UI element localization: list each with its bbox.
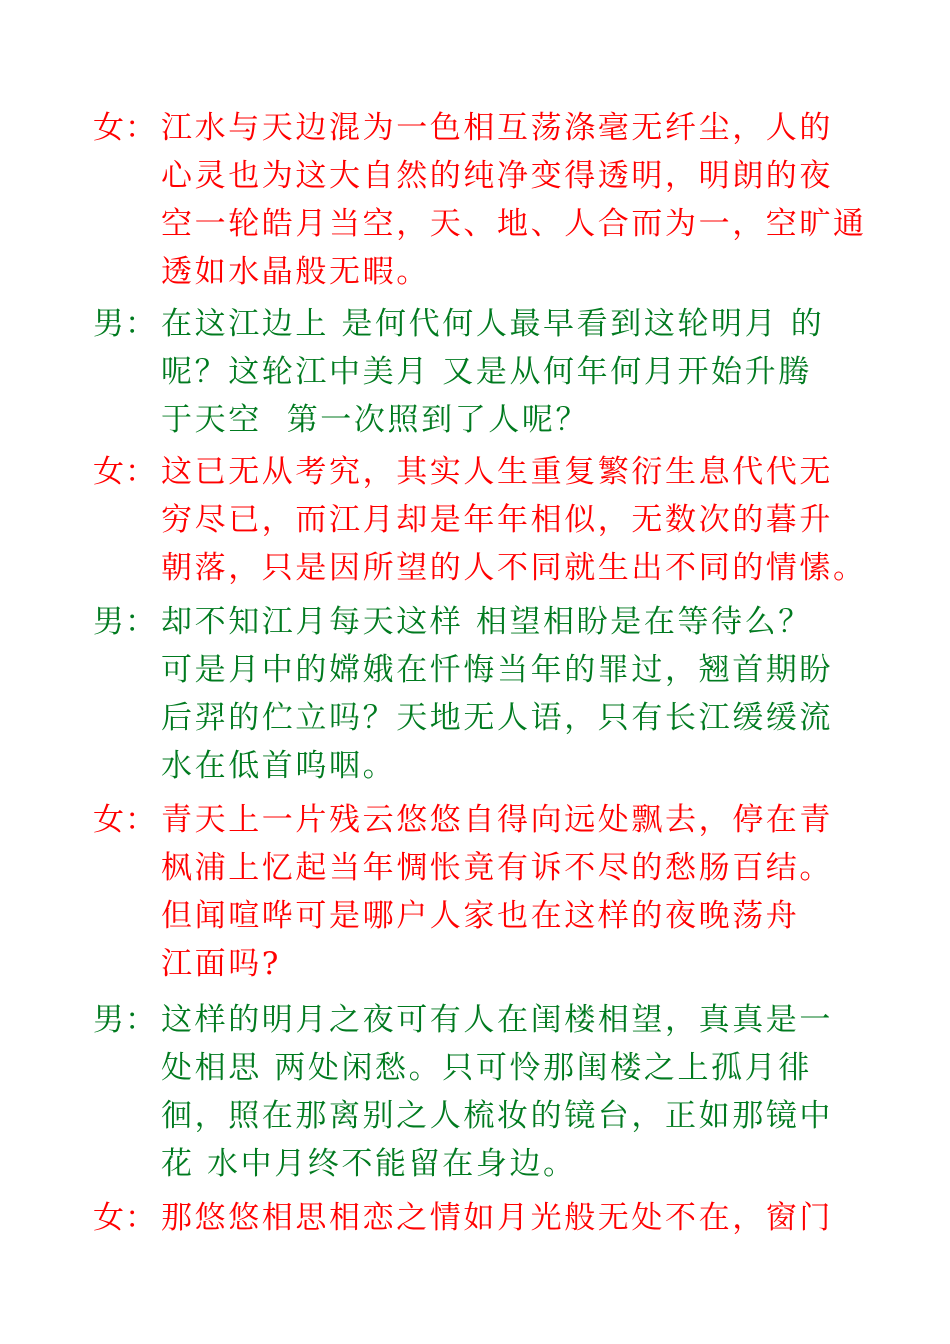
dialogue-line: 在这江边上 是何代何人最早看到这轮明月 的 — [161, 306, 825, 342]
speaker-label: 女： — [93, 1200, 157, 1236]
dialogue-line: 江面吗? — [161, 946, 282, 982]
speaker-label: 女： — [93, 454, 157, 490]
dialogue-line: 枫浦上忆起当年惆怅竟有诉不尽的愁肠百结。 — [161, 850, 833, 886]
dialogue-line: 花 水中月终不能留在身边。 — [161, 1146, 577, 1182]
speaker-label: 男： — [93, 604, 157, 640]
dialogue-line: 江水与天边混为一色相互荡涤毫无纤尘，人的 — [161, 110, 833, 146]
dialogue-line: 穷尽已，而江月却是年年相似，无数次的暮升 — [161, 502, 833, 538]
dialogue-line: 可是月中的嫦娥在忏悔当年的罪过，翘首期盼 — [161, 652, 833, 688]
dialogue-line: 却不知江月每天这样 相望相盼是在等待么？ — [161, 604, 812, 640]
dialogue-line: 心灵也为这大自然的纯净变得透明，明朗的夜 — [161, 158, 833, 194]
dialogue-line: 水在低首呜咽。 — [161, 748, 397, 784]
dialogue-line: 青天上一片残云悠悠自得向远处飘去，停在青 — [161, 802, 833, 838]
speaker-label: 女： — [93, 110, 157, 146]
dialogue-line: 后羿的伫立吗？天地无人语，只有长江缓缓流 — [161, 700, 833, 736]
dialogue-line: 那悠悠相思相恋之情如月光般无处不在，窗门 — [161, 1200, 833, 1236]
dialogue-line: 空一轮皓月当空，天、地、人合而为一，空旷通 — [161, 206, 867, 242]
dialogue-line: 呢？这轮江中美月 又是从何年何月开始升腾 — [161, 354, 812, 390]
dialogue-line: 透如水晶般无暇。 — [161, 254, 430, 290]
speaker-label: 男： — [93, 306, 157, 342]
speaker-label: 男： — [93, 1002, 157, 1038]
speaker-label: 女： — [93, 802, 157, 838]
dialogue-line: 于天空 第一次照到了人呢？ — [161, 402, 590, 438]
dialogue-line: 处相思 两处闲愁。只可怜那闺楼之上孤月徘 — [161, 1050, 812, 1086]
dialogue-line: 但闻喧哗可是哪户人家也在这样的夜晚荡舟 — [161, 898, 800, 934]
dialogue-line: 徊，照在那离别之人梳妆的镜台，正如那镜中 — [161, 1098, 833, 1134]
dialogue-line: 朝落，只是因所望的人不同就生出不同的情愫。 — [161, 550, 867, 586]
dialogue-line: 这样的明月之夜可有人在闺楼相望，真真是一 — [161, 1002, 833, 1038]
dialogue-line: 这已无从考究，其实人生重复繁衍生息代代无 — [161, 454, 833, 490]
